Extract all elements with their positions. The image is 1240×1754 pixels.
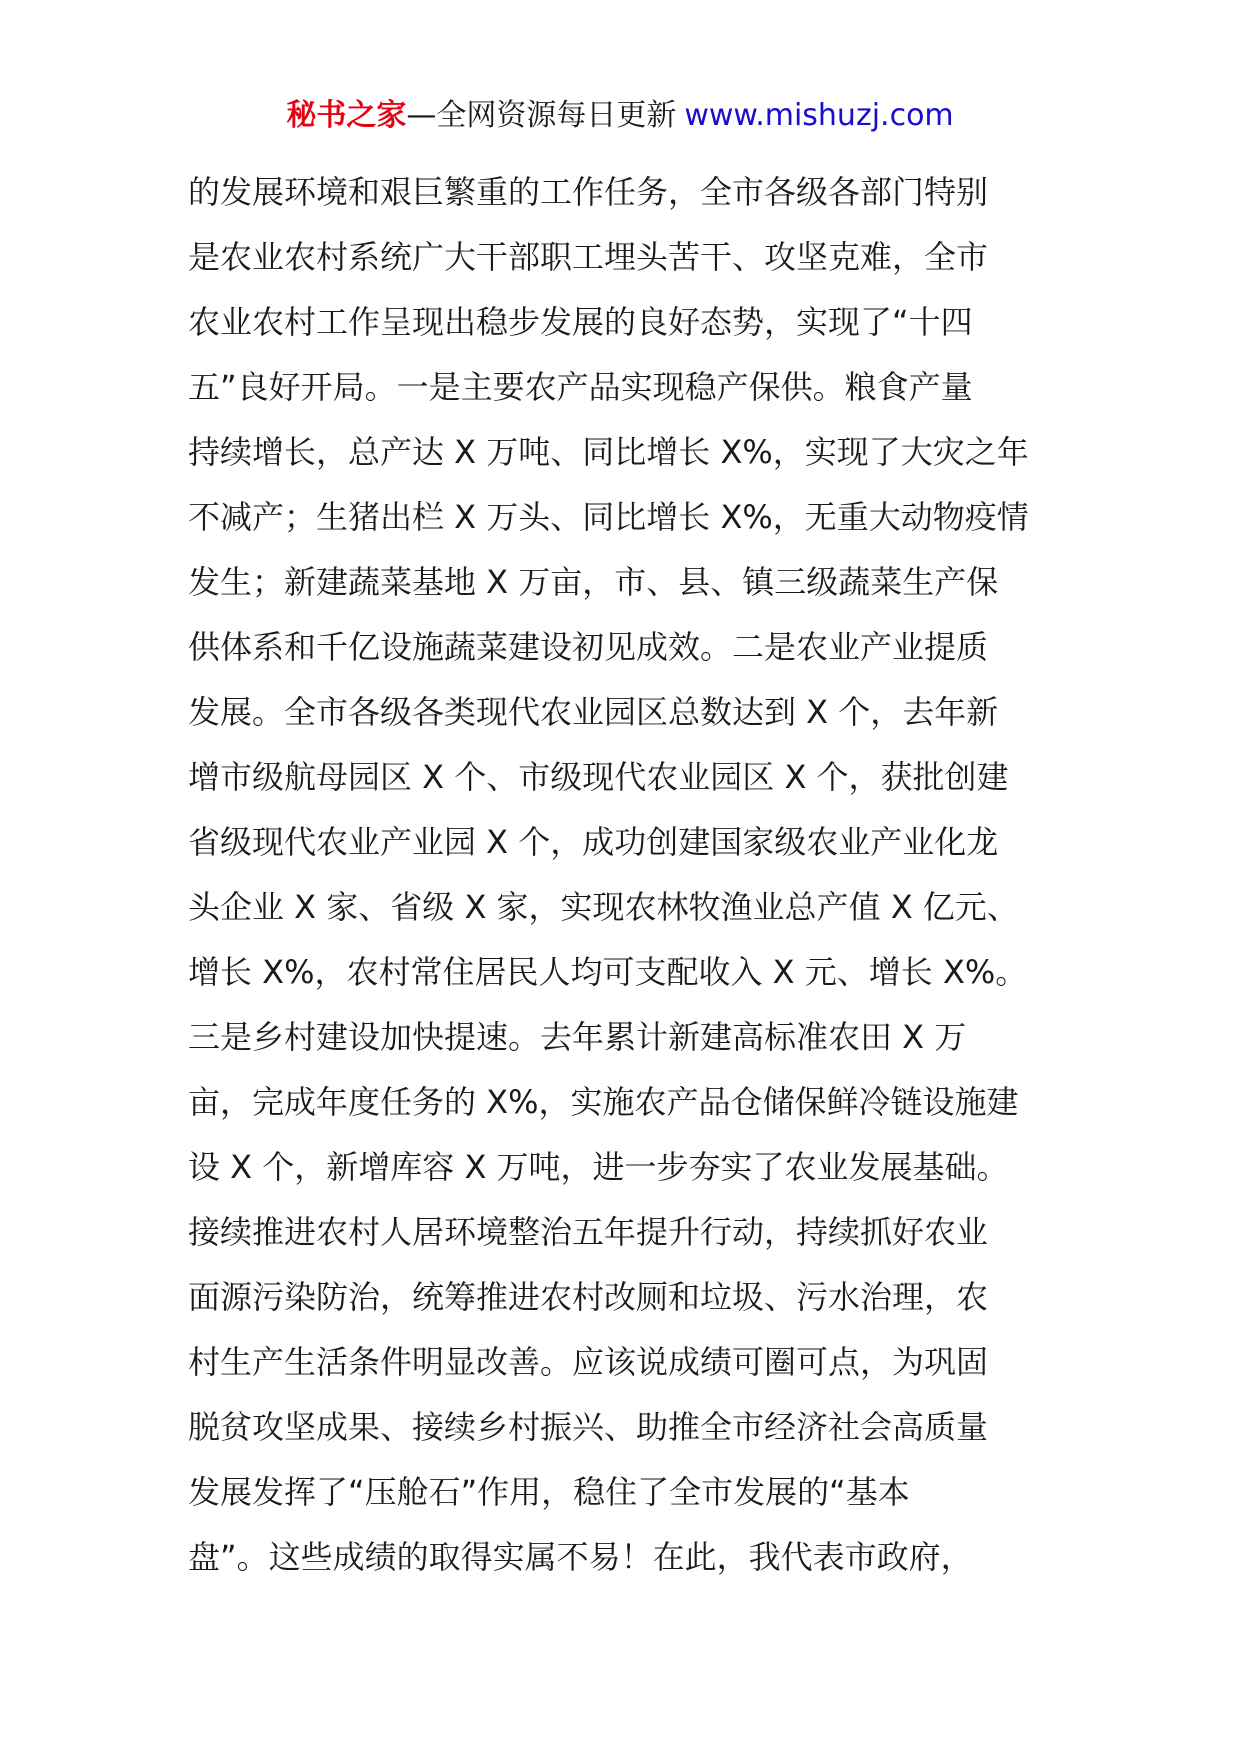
body-line: 增市级航母园区 X 个、市级现代农业园区 X 个，获批创建 bbox=[188, 758, 1009, 796]
body-line: 面源污染防治，统筹推进农村改厕和垃圾、污水治理，农 bbox=[188, 1278, 989, 1316]
body-line: 接续推进农村人居环境整治五年提升行动，持续抓好农业 bbox=[188, 1213, 989, 1251]
site-url-link[interactable]: www.mishuzj.com bbox=[684, 98, 954, 133]
body-line: 持续增长，总产达 X 万吨、同比增长 X%，实现了大灾之年 bbox=[188, 433, 1029, 471]
body-line: 头企业 X 家、省级 X 家，实现农林牧渔业总产值 X 亿元、 bbox=[188, 888, 1019, 926]
body-line: 的发展环境和艰巨繁重的工作任务，全市各级各部门特别 bbox=[188, 173, 989, 211]
body-line: 设 X 个，新增库容 X 万吨，进一步夯实了农业发展基础。 bbox=[188, 1148, 1009, 1186]
body-line: 亩，完成年度任务的 X%，实施农产品仓储保鲜冷链设施建 bbox=[188, 1083, 1019, 1121]
body-line: 不减产；生猪出栏 X 万头、同比增长 X%，无重大动物疫情 bbox=[188, 498, 1029, 536]
body-line: 盘”。这些成绩的取得实属不易！在此，我代表市政府， bbox=[188, 1538, 973, 1576]
body-line: 村生产生活条件明显改善。应该说成绩可圈可点，为巩固 bbox=[188, 1343, 989, 1381]
body-line: 五”良好开局。一是主要农产品实现稳产保供。粮食产量 bbox=[188, 368, 973, 406]
body-line: 发展。全市各级各类现代农业园区总数达到 X 个，去年新 bbox=[188, 693, 999, 731]
body-line: 省级现代农业产业园 X 个，成功创建国家级农业产业化龙 bbox=[188, 823, 999, 861]
document-header bbox=[0, 96, 1240, 136]
body-line: 三是乡村建设加快提速。去年累计新建高标准农田 X 万 bbox=[188, 1018, 967, 1056]
body-line: 供体系和千亿设施蔬菜建设初见成效。二是农业产业提质 bbox=[188, 628, 989, 666]
header-tagline: —全网资源每日更新 bbox=[406, 98, 677, 133]
body-line: 是农业农村系统广大干部职工埋头苦干、攻坚克难，全市 bbox=[188, 238, 989, 276]
body-line: 农业农村工作呈现出稳步发展的良好态势，实现了“十四 bbox=[188, 303, 973, 341]
brand-name: 秘书之家 bbox=[286, 98, 407, 133]
document-body bbox=[188, 160, 1060, 1590]
body-line: 脱贫攻坚成果、接续乡村振兴、助推全市经济社会高质量 bbox=[188, 1408, 989, 1446]
body-line: 增长 X%，农村常住居民人均可支配收入 X 元、增长 X%。 bbox=[188, 953, 1028, 991]
body-line: 发生；新建蔬菜基地 X 万亩，市、县、镇三级蔬菜生产保 bbox=[188, 563, 999, 601]
body-line: 发展发挥了“压舱石”作用，稳住了全市发展的“基本 bbox=[188, 1473, 910, 1511]
